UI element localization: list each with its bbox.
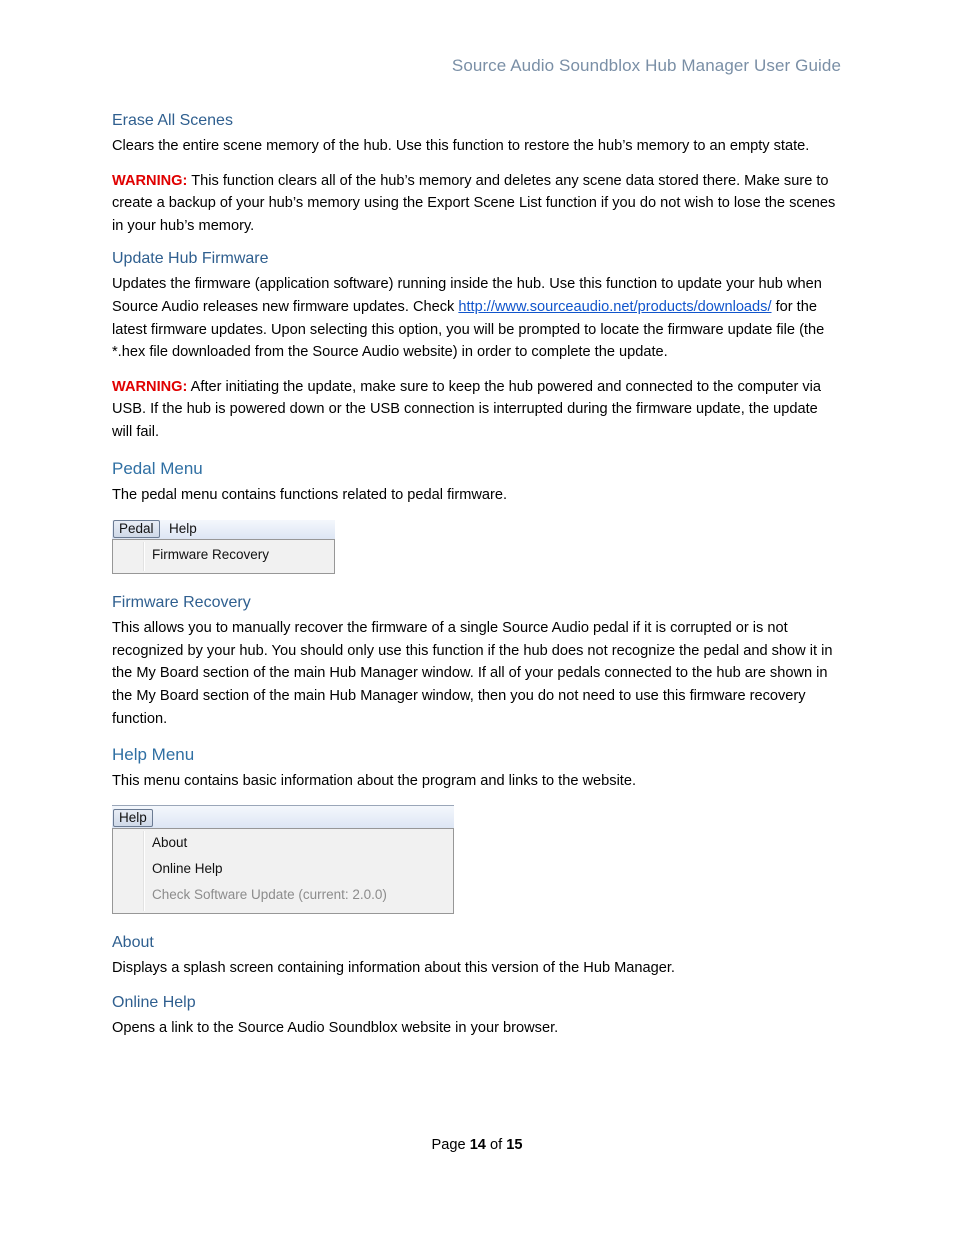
heading-about: About [112, 933, 154, 951]
page-number: 14 [469, 1137, 486, 1153]
menu-help[interactable]: Help [113, 809, 153, 827]
menu-bar [112, 805, 454, 829]
heading-online-help: Online Help [112, 994, 196, 1012]
menu-item-online-help[interactable]: Online Help [152, 860, 223, 876]
heading-erase-all-scenes: Erase All Scenes [112, 112, 233, 129]
heading-firmware-recovery: Firmware Recovery [112, 594, 251, 612]
about-body: Displays a splash screen containing information about this version of the Hub Manager. [112, 959, 675, 976]
downloads-link[interactable]: http://www.sourceaudio.net/products/downloads/ [458, 298, 772, 315]
menu-item-firmware-recovery[interactable]: Firmware Recovery [152, 547, 270, 563]
warning-label: WARNING: [112, 378, 188, 395]
help-menu-body: This menu contains basic information about the program and links to the website. [112, 773, 637, 790]
menu-item-check-software-update: Check Software Update (current: 2.0.0) [152, 886, 387, 902]
heading-help-menu: Help Menu [112, 745, 195, 765]
erase-body: Clears the entire scene memory of the hub. Use this function to restore the hub’s memory to an empty state. [112, 138, 810, 154]
pedal-menu-body: The pedal menu contains functions related to pedal firmware. [112, 486, 508, 503]
pedal-menu-screenshot [112, 520, 335, 575]
firmware-recovery-body: This allows you to manually recover the firmware of a single Source Audio pedal if it is corrupted or is not recognized by your hub. You should only use this function if the hub does not recognize the pedal and show it in the My Board section of the main Hub Manager window. If all of your pedals connected to the hub are shown in the My Board section of the main Hub Manager window, then you do not need to use this firmware recovery function. [112, 620, 833, 727]
heading-pedal-menu: Pedal Menu [112, 458, 203, 478]
menu-bar [112, 520, 335, 540]
page-total: 15 [506, 1137, 523, 1153]
help-dropdown [112, 828, 454, 914]
heading-update-hub-firmware: Update Hub Firmware [112, 250, 269, 268]
warning-text: After initiating the update, make sure to keep the hub powered and connected to the computer via USB. If the hub is powered down or the USB connection is interrupted during the firmware update, the update will fail. [112, 378, 822, 440]
update-warning [112, 376, 842, 444]
page-content [112, 111, 842, 1040]
erase-warning [112, 170, 842, 238]
warning-text: This function clears all of the hub’s memory and deletes any scene data stored there. Make sure to create a backup of your hub’s memory using the Export Scene List function if you do not wish to lose the scenes in your hub’s memory. [112, 172, 836, 234]
help-menu-screenshot [112, 805, 454, 915]
warning-label: WARNING: [112, 172, 188, 189]
menu-item-about[interactable]: About [152, 834, 188, 850]
running-header: Source Audio Soundblox Hub Manager User Guide [451, 56, 841, 75]
menu-pedal[interactable]: Pedal [113, 520, 160, 538]
update-body: Updates the firmware (application software) running inside the hub. Use this function to update your hub when Source Audio releases new firmware updates. Check http://www.sourceaudio.net/products/downloads/ for the latest firmware updates. Upon selecting this option, you will be prompted to locate the firmware update file (the *.hex file downloaded from the Source Audio website) in order to complete the update. [112, 276, 825, 361]
menu-help[interactable]: Help [169, 521, 197, 537]
pedal-dropdown [112, 539, 335, 574]
page-footer: Page 14 of 15 [431, 1137, 523, 1153]
online-help-body: Opens a link to the Source Audio Soundblox website in your browser. [112, 1020, 559, 1037]
